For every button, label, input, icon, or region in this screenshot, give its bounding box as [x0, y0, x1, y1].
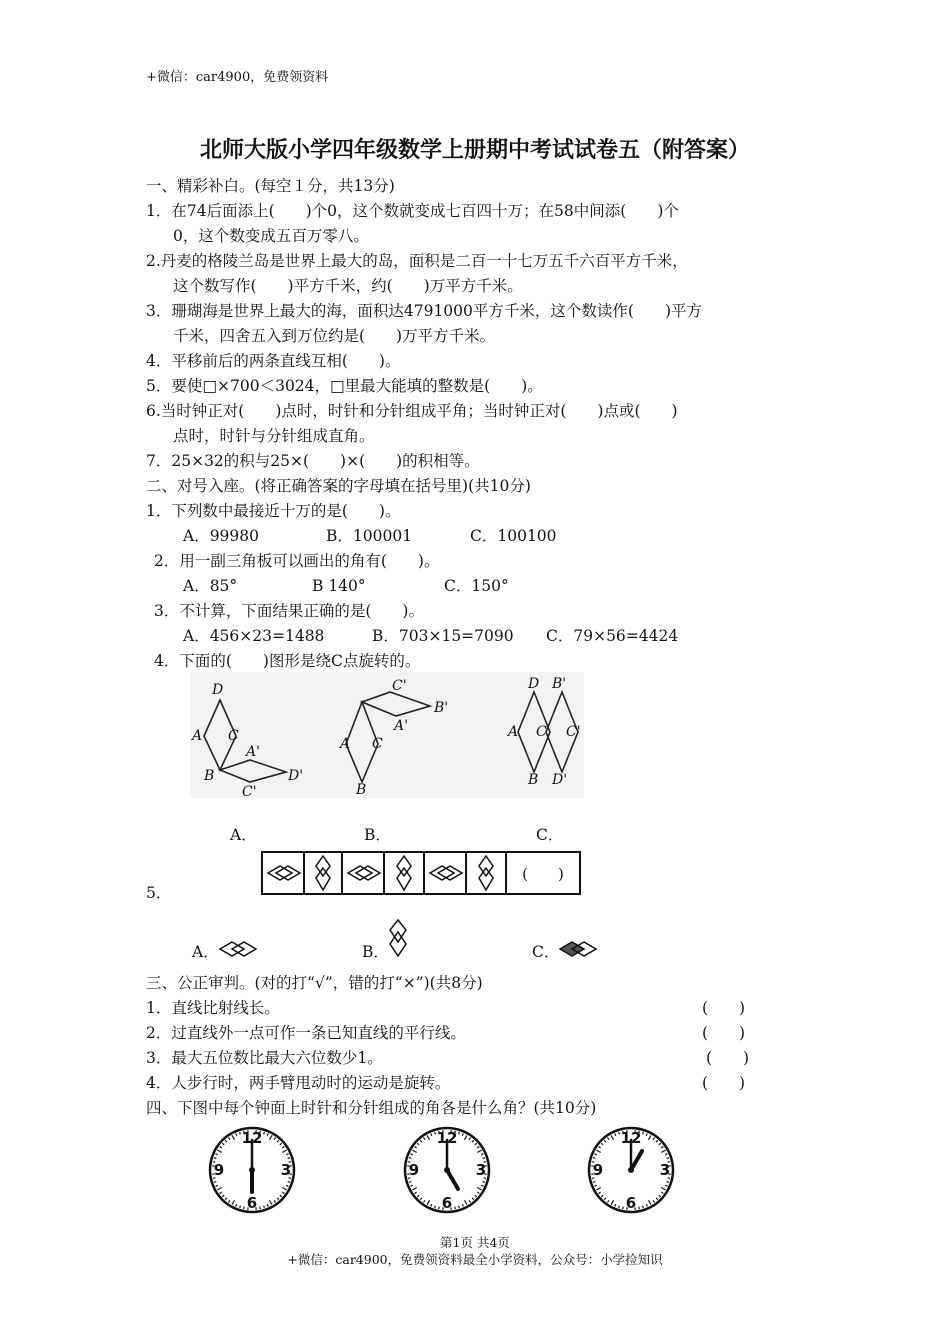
- label-d-prime: D': [288, 768, 304, 784]
- s1-line: 6.当时钟正对( )点时，时针和分针组成平角；当时钟正对( )点或( ): [146, 402, 678, 420]
- s2-q1-opt-a: A．99980: [183, 527, 260, 545]
- label-c: C: [228, 728, 239, 744]
- label-c: C: [536, 724, 547, 740]
- label-d: D: [528, 676, 540, 692]
- s1-line: 千米，四舍五入到万位约是( )万平方千米。: [173, 327, 496, 345]
- s2-q5-number: 5．: [146, 884, 172, 902]
- s1-line: 4．平移前后的两条直线互相( )。: [146, 352, 401, 370]
- clock-tick: [643, 1132, 644, 1134]
- option-a-shape: [218, 938, 260, 960]
- s2-q2-opt-c: C．150°: [444, 577, 509, 595]
- s3-answer-paren: ( ): [706, 1049, 750, 1067]
- clock-number-6: 6: [246, 1194, 258, 1212]
- clock-tick: [483, 1182, 485, 1183]
- s2-q1-opt-c: C．100100: [470, 527, 557, 545]
- label-d: D: [212, 682, 224, 698]
- footer-note: +微信：car4900，免费领资料最全小学资料，公众号：小学捡知识: [287, 1252, 663, 1267]
- clock-3: [585, 1124, 677, 1216]
- clock-2: [401, 1124, 493, 1216]
- clock-number-12: 12: [241, 1129, 263, 1147]
- s2-q2-opt-b: B 140°: [312, 577, 366, 595]
- clock-number-12: 12: [436, 1129, 458, 1147]
- clock-tick: [593, 1158, 595, 1159]
- s2-q4: 4．下面的( )图形是绕C点旋转的。: [154, 652, 421, 670]
- s3-answer-paren: ( ): [702, 999, 746, 1017]
- clock-tick: [459, 1206, 460, 1208]
- s2-q5-opt-b: B．: [362, 943, 389, 961]
- s1-line: 2.丹麦的格陵兰岛是世界上最大的岛，面积是二百一十七万五千六百平方千米，: [146, 252, 688, 270]
- label-c: C: [372, 736, 383, 752]
- clock-tick: [435, 1132, 436, 1134]
- footer-page-number: 第1页 共4页: [440, 1235, 510, 1250]
- s3-answer-paren: ( ): [702, 1074, 746, 1092]
- s2-q3-opt-b: B．703×15=7090: [372, 627, 514, 645]
- pattern-sequence: [260, 850, 582, 896]
- s2-q4-opt-a: A．: [230, 826, 257, 844]
- clock-tick: [435, 1206, 436, 1208]
- clock-tick: [643, 1206, 644, 1208]
- s3-item: 3．最大五位数比最大六位数少1。: [146, 1049, 383, 1067]
- clock-number-9: 9: [408, 1161, 420, 1179]
- clock-tick: [623, 1207, 624, 1209]
- clock-tick: [639, 1207, 640, 1209]
- s2-q5-opt-a: A．: [192, 943, 219, 961]
- s2-q2: 2．用一副三角板可以画出的角有( )。: [154, 552, 440, 570]
- s2-q1-opt-b: B．100001: [326, 527, 413, 545]
- clock-tick: [288, 1182, 290, 1183]
- clock-number-6: 6: [625, 1194, 637, 1212]
- label-a: A: [508, 724, 519, 740]
- s2-q5-opt-c: C．: [532, 943, 560, 961]
- s3-item: 2．过直线外一点可作一条已知直线的平行线。: [146, 1024, 466, 1042]
- label-b: B: [528, 772, 539, 788]
- s3-item: 4．人步行时，两手臂甩动时的运动是旋转。: [146, 1074, 451, 1092]
- section1-heading: 一、精彩补白。(每空１分，共13分): [146, 177, 395, 195]
- section4-heading: 四、下图中每个钟面上时针和分针组成的角各是什么角？(共10分): [146, 1099, 597, 1117]
- clock-tick: [619, 1132, 620, 1134]
- clock-tick: [409, 1158, 411, 1159]
- clock-tick: [459, 1132, 460, 1134]
- clock-tick: [667, 1158, 669, 1159]
- option-b-shape: [386, 918, 410, 960]
- section2-heading: 二、对号入座。(将正确答案的字母填在括号里)(共10分): [146, 477, 531, 495]
- label-a: A: [192, 728, 203, 744]
- s2-q4-opt-c: C．: [536, 826, 564, 844]
- option-c-shape: [558, 938, 600, 960]
- s1-line: 5．要使□×700＜3024，□里最大能填的整数是( )。: [146, 377, 543, 395]
- label-a-prime: A': [394, 718, 408, 734]
- label-a-prime: A': [246, 744, 260, 760]
- label-c-prime: C': [242, 784, 257, 798]
- clock-tick: [264, 1206, 265, 1208]
- s1-line: 这个数写作( )平方千米，约( )万平方千米。: [173, 277, 523, 295]
- clock-number-6: 6: [441, 1194, 453, 1212]
- s2-q1: 1．下列数中最接近十万的是( )。: [146, 502, 401, 520]
- clock-tick: [214, 1158, 216, 1159]
- clock-1: [206, 1124, 298, 1216]
- clock-tick: [667, 1182, 669, 1183]
- s1-line: 点时，时针与分针组成直角。: [173, 427, 375, 445]
- label-a: A: [340, 736, 351, 752]
- s3-item: 1．直线比射线长。: [146, 999, 280, 1017]
- clock-tick: [619, 1206, 620, 1208]
- pattern-blank: ( ): [522, 865, 564, 883]
- figure-background: [190, 672, 584, 798]
- s3-answer-paren: ( ): [702, 1024, 746, 1042]
- s2-q4-opt-b: B．: [364, 826, 391, 844]
- clock-tick: [264, 1132, 265, 1134]
- label-c-prime: C': [392, 678, 407, 694]
- header-note: +微信：car4900，免费领资料: [146, 70, 329, 85]
- label-b-prime: B': [434, 700, 449, 716]
- clock-tick: [288, 1158, 290, 1159]
- clock-tick: [483, 1158, 485, 1159]
- clock-number-3: 3: [659, 1161, 671, 1179]
- clock-number-3: 3: [475, 1161, 487, 1179]
- clock-tick: [240, 1206, 241, 1208]
- clock-tick: [439, 1207, 440, 1209]
- clock-number-9: 9: [592, 1161, 604, 1179]
- label-d-prime: D': [552, 772, 568, 788]
- s2-q3-opt-a: A．456×23=1488: [183, 627, 325, 645]
- s1-line: 1．在74后面添上( )个0，这个数就变成七百四十万；在58中间添( )个: [146, 202, 679, 220]
- clock-number-12: 12: [620, 1129, 642, 1147]
- label-b: B: [356, 782, 367, 798]
- s2-q3-opt-c: C．79×56=4424: [546, 627, 679, 645]
- clock-tick: [455, 1207, 456, 1209]
- s2-q3: 3．不计算，下面结果正确的是( )。: [154, 602, 424, 620]
- label-b: B: [204, 768, 215, 784]
- clock-tick: [214, 1182, 216, 1183]
- label-c-prime: C': [566, 724, 581, 740]
- label-b-prime: B': [552, 676, 567, 692]
- s1-line: 7．25×32的积与25×( )×( )的积相等。: [146, 452, 480, 470]
- clock-tick: [409, 1182, 411, 1183]
- s1-line: 3．珊瑚海是世界上最大的海，面积达4791000平方千米，这个数读作( )平方: [146, 302, 702, 320]
- clock-number-9: 9: [213, 1161, 225, 1179]
- section3-heading: 三、公正审判。(对的打“√”，错的打“×”)(共8分): [146, 974, 483, 992]
- clock-tick: [260, 1207, 261, 1209]
- s1-line: 0，这个数变成五百万零八。: [173, 227, 369, 245]
- page-title: 北师大版小学四年级数学上册期中考试试卷五（附答案）: [199, 138, 750, 163]
- clock-tick: [593, 1182, 595, 1183]
- clock-tick: [244, 1207, 245, 1209]
- rotation-figure: [190, 672, 584, 798]
- s2-q2-opt-a: A．85°: [183, 577, 238, 595]
- clock-tick: [240, 1132, 241, 1134]
- clock-number-3: 3: [280, 1161, 292, 1179]
